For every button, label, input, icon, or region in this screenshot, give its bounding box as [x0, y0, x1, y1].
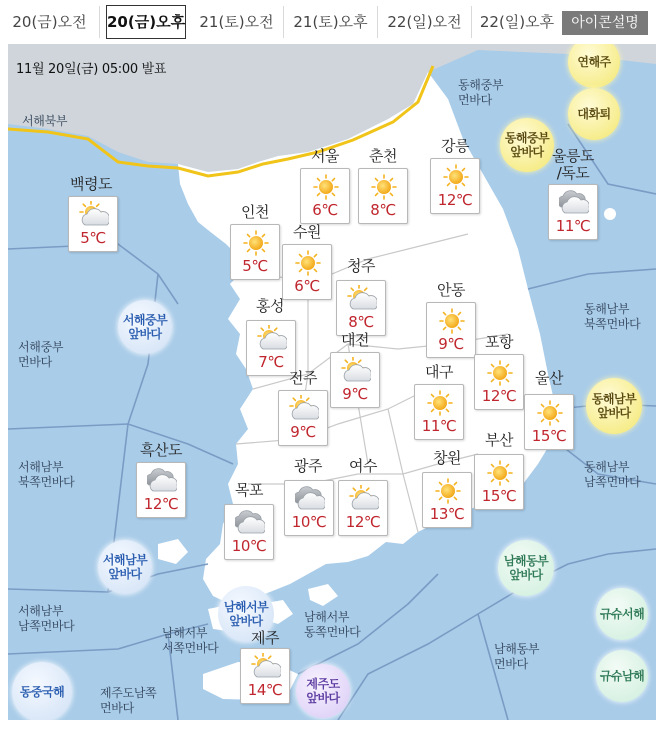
- city-forecast-card[interactable]: [330, 352, 380, 408]
- city-forecast-card[interactable]: [474, 454, 524, 510]
- sea-label-south-west-east-far: 남해서부 동쪽먼바다: [304, 610, 361, 639]
- cloudy-icon: [295, 485, 325, 513]
- city-temperature: 8℃: [370, 201, 396, 219]
- city-temperature: 14℃: [247, 681, 283, 699]
- city-forecast-card[interactable]: [240, 648, 290, 704]
- sea-label-jeju-south-far: 제주도남쪽 먼바다: [100, 686, 157, 715]
- partly-cloudy-icon: [341, 357, 371, 385]
- city-temperature: 5℃: [242, 257, 268, 275]
- tab-22-pm[interactable]: 22(일)오후: [479, 13, 555, 31]
- sunny-icon: [485, 459, 515, 487]
- city-forecast-card[interactable]: [474, 354, 524, 410]
- bubble-south-west-near[interactable]: 남해서부 앞바다: [218, 586, 274, 642]
- partly-cloudy-icon: [347, 285, 377, 313]
- cloudy-icon: [147, 467, 177, 495]
- bubble-yeonhaeju[interactable]: 연해주: [568, 44, 620, 88]
- bubble-east-central-near[interactable]: 동해중부 앞바다: [500, 118, 554, 172]
- city-forecast-card[interactable]: [136, 462, 186, 518]
- city-temperature: 10℃: [291, 513, 327, 531]
- partly-cloudy-icon: [289, 395, 319, 423]
- city-name: 전주: [289, 369, 317, 387]
- city-temperature: 11℃: [421, 417, 457, 435]
- city-forecast-card[interactable]: [358, 168, 408, 224]
- city-temperature: 9℃: [342, 385, 368, 403]
- city-name: 울산: [535, 369, 563, 387]
- city-forecast-card[interactable]: [278, 390, 328, 446]
- city-name: 대전: [341, 331, 369, 349]
- city-name: 백령도: [70, 175, 112, 193]
- city-forecast-card[interactable]: [300, 168, 350, 224]
- sea-label-east-south-south-far: 동해남부 남쪽먼바다: [584, 460, 641, 489]
- sea-label-west-south-north-far: 서해남부 북쪽먼바다: [18, 460, 75, 489]
- sunny-icon: [369, 173, 399, 201]
- city-temperature: 10℃: [231, 537, 267, 555]
- partly-cloudy-icon: [257, 325, 287, 353]
- city-name: 포항: [485, 333, 513, 351]
- city-temperature: 12℃: [481, 387, 517, 405]
- bubble-kyushu-south[interactable]: 규슈남해: [596, 650, 648, 702]
- city-forecast-card[interactable]: [68, 196, 118, 252]
- bubble-daehwatoe[interactable]: 대화퇴: [568, 88, 620, 140]
- sunny-icon: [535, 399, 565, 427]
- sunny-icon: [241, 229, 271, 257]
- city-temperature: 15℃: [481, 487, 517, 505]
- sea-label-south-west-west-far: 남해서부 서쪽먼바다: [162, 626, 219, 655]
- city-temperature: 7℃: [258, 353, 284, 371]
- city-temperature: 9℃: [290, 423, 316, 441]
- city-temperature: 9℃: [438, 335, 464, 353]
- city-temperature: 6℃: [294, 277, 320, 295]
- bubble-jeju-near[interactable]: 제주도 앞바다: [296, 664, 350, 718]
- city-temperature: 12℃: [345, 513, 381, 531]
- city-forecast-card[interactable]: [246, 320, 296, 376]
- city-forecast-card[interactable]: [430, 158, 480, 214]
- sunny-icon: [485, 359, 515, 387]
- city-name: 울릉도 /독도: [552, 147, 594, 182]
- sunny-icon: [433, 477, 463, 505]
- city-name: 청주: [347, 257, 375, 275]
- sunny-icon: [425, 389, 455, 417]
- sea-label-south-east-far: 남해동부 먼바다: [494, 642, 540, 671]
- bubble-kyushu-west[interactable]: 규슈서해: [596, 588, 648, 640]
- sea-label-west-north: 서해북부: [22, 114, 68, 128]
- sunny-icon: [311, 173, 341, 201]
- sea-label-east-central-far: 동해중부 먼바다: [458, 78, 504, 107]
- bubble-east-south-near[interactable]: 동해남부 앞바다: [586, 378, 642, 434]
- tab-22-am[interactable]: 22(일)오전: [378, 6, 472, 38]
- city-forecast-card[interactable]: [230, 224, 280, 280]
- partly-cloudy-icon: [349, 485, 379, 513]
- city-temperature: 6℃: [312, 201, 338, 219]
- sunny-icon: [441, 163, 471, 191]
- city-name: 춘천: [369, 147, 397, 165]
- sunny-icon: [293, 249, 323, 277]
- city-name: 목포: [235, 481, 263, 499]
- cloudy-icon: [559, 189, 589, 217]
- city-temperature: 12℃: [437, 191, 473, 209]
- city-name: 강릉: [441, 137, 469, 155]
- city-forecast-card[interactable]: [548, 184, 598, 240]
- cloudy-icon: [235, 509, 265, 537]
- city-forecast-card[interactable]: [426, 302, 476, 358]
- city-forecast-card[interactable]: [524, 394, 574, 450]
- tab-20-pm[interactable]: 20(금)오후: [106, 5, 186, 39]
- city-temperature: 13℃: [429, 505, 465, 523]
- bubble-east-china-sea[interactable]: 동중국해: [12, 662, 72, 720]
- city-forecast-card[interactable]: [414, 384, 464, 440]
- city-forecast-card[interactable]: [282, 244, 332, 300]
- city-forecast-card[interactable]: [422, 472, 472, 528]
- city-name: 여수: [349, 457, 377, 475]
- city-forecast-card[interactable]: [224, 504, 274, 560]
- city-temperature: 5℃: [80, 229, 106, 247]
- city-name: 인천: [241, 203, 269, 221]
- city-name: 광주: [294, 457, 322, 475]
- city-name: 흑산도: [140, 441, 182, 459]
- city-name: 제주: [251, 629, 279, 647]
- icon-legend-button[interactable]: 아이콘설명: [562, 11, 648, 35]
- city-name: 창원: [433, 449, 461, 467]
- forecast-time-tabs: [0, 0, 667, 40]
- city-name: 서울: [311, 147, 339, 165]
- city-forecast-card[interactable]: [338, 480, 388, 536]
- sea-label-west-central-far: 서해중부 먼바다: [18, 340, 64, 369]
- bubble-west-central-near[interactable]: 서해중부 앞바다: [118, 300, 172, 354]
- city-name: 홍성: [256, 297, 284, 315]
- issued-time: 11월 20일(금) 05:00 발표: [16, 62, 167, 77]
- city-forecast-card[interactable]: [336, 280, 386, 336]
- city-temperature: 11℃: [555, 217, 591, 235]
- city-temperature: 15℃: [531, 427, 567, 445]
- weather-map: [8, 44, 656, 720]
- sea-label-east-south-north-far: 동해남부 북쪽먼바다: [584, 302, 641, 331]
- tab-21-am[interactable]: 21(토)오전: [190, 6, 284, 38]
- bubble-west-south-near[interactable]: 서해남부 앞바다: [98, 540, 152, 594]
- city-temperature: 8℃: [348, 313, 374, 331]
- bubble-south-east-near[interactable]: 남해동부 앞바다: [498, 540, 554, 596]
- city-temperature: 12℃: [143, 495, 179, 513]
- sea-label-west-south-south-far: 서해남부 남쪽먼바다: [18, 604, 75, 633]
- city-forecast-card[interactable]: [284, 480, 334, 536]
- partly-cloudy-icon: [79, 201, 109, 229]
- city-name: 부산: [485, 431, 513, 449]
- tab-20-am[interactable]: 20(금)오전: [0, 6, 100, 38]
- city-name: 대구: [425, 363, 453, 381]
- city-name: 안동: [437, 281, 465, 299]
- sunny-icon: [437, 307, 467, 335]
- tab-21-pm[interactable]: 21(토)오후: [284, 6, 378, 38]
- city-name: 수원: [293, 223, 321, 241]
- partly-cloudy-icon: [251, 653, 281, 681]
